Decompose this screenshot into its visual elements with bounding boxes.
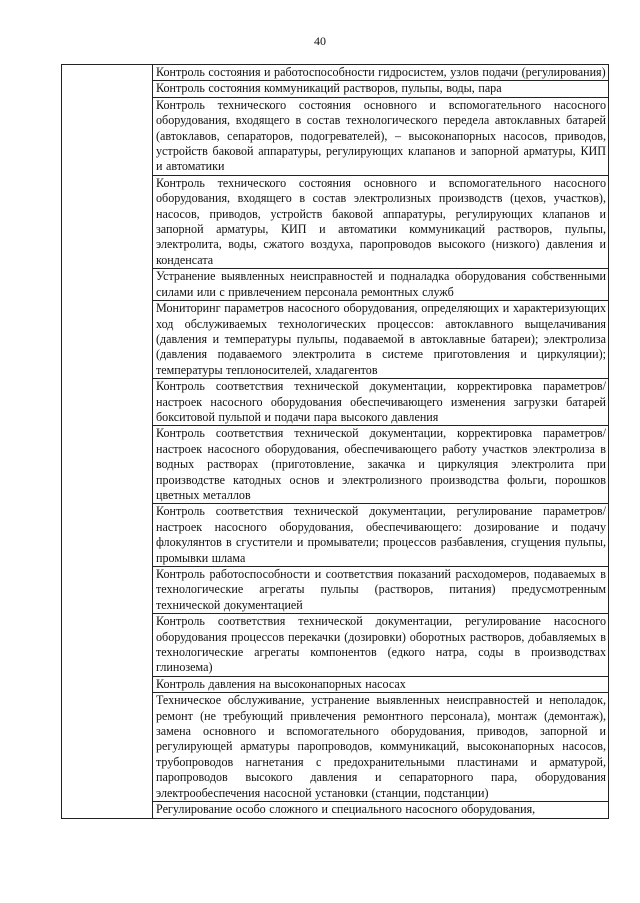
table-cell	[153, 614, 609, 677]
table-cell	[153, 97, 609, 175]
cell-text: Контроль технического состояния основного и вспомогательного насосного оборудования, входящего в состав электролизных производств (цехов, участков), насосов, приводов, устройств баковой аппаратуры, регулирующих клапанов и запорной арматуры, КИП и автоматики коммуникаций растворов, пульпы, электролита, воды, сжатого воздуха, паропроводов высокого (низкого) давления и конденсата	[156, 175, 606, 267]
cell-text: Контроль соответствия технической документации, регулирование насосного оборудования процессов перекачки (дозировки) оборотных растворов, добавляемых в технологические агрегаты компонентов (едкого натра, соды в производствах глинозема)	[156, 614, 606, 675]
cell-text: Контроль работоспособности и соответствия показаний расходомеров, подаваемых в технологические агрегаты пульпы (растворов, питания) предусмотренным технической документацией	[156, 567, 606, 612]
cell-text: Мониторинг параметров насосного оборудования, определяющих и характеризующих ход обслуживаемых технологических процессов: автоклавного выщелачивания (давления и температуры пульпы, подаваемой в автоклавные батареи); электролиза (давления подаваемого электролита в системе приготовления и циркуляции); температуры теплоносителей, хладагентов	[156, 301, 606, 377]
cell-text: Техническое обслуживание, устранение выявленных неисправностей и неполадок, ремонт (не требующий привлечения ремонтного персонала), монтаж (демонтаж), замена основного и вспомогательного оборудования, приводов, запорной и регулирующей арматуры паропроводов, коммуникаций, высоконапорных насосов, трубопроводов нагнетания с предохранительными пластинами и арматурой, паропроводов высокого давления и сепараторного пара, оборудования электрообеспечения насосной установки (станции, подстанции)	[156, 693, 606, 800]
table-cell	[153, 301, 609, 379]
table-cell	[153, 504, 609, 567]
function-label-cell	[62, 65, 153, 819]
cell-text: Контроль состояния коммуникаций растворов, пульпы, воды, пара	[156, 81, 502, 96]
cell-text: Контроль соответствия технической документации, корректировка параметров/настроек насосного оборудования обеспечивающего изменения загрузки батарей бокситовой пульпой и подачи пара высокого давления	[156, 379, 606, 424]
labor-functions-table	[61, 64, 609, 819]
table-cell	[153, 676, 609, 692]
table-cell	[153, 693, 609, 802]
cell-text: Контроль технического состояния основного и вспомогательного насосного оборудования, входящего в состав технологического передела автоклавных батарей (автоклавов, сепараторов, подогревателей), – высоконапорных насосов, приводов, устройств баковой аппаратуры, регулирующих клапанов и запорной арматуры, КИП и автоматики	[156, 97, 606, 174]
table-cell	[153, 426, 609, 504]
table-cell	[153, 567, 609, 614]
table-cell	[153, 269, 609, 301]
cell-text: Контроль соответствия технической документации, корректировка параметров/настроек насосного оборудования, обеспечивающего работу участков электролиза в водных растворах (приготовление, закачка и циркуляция электролита при производстве катодных основ и электролизного производства фольги, порошков цветных металлов	[156, 426, 606, 502]
cell-text: Устранение выявленных неисправностей и подналадка оборудования собственными силами или с привлечением персонала ремонтных служб	[156, 269, 606, 299]
table-row	[62, 65, 609, 81]
table-cell	[153, 65, 609, 81]
cell-text: Контроль давления на высоконапорных насосах	[156, 676, 406, 691]
table-cell	[153, 379, 609, 426]
page-number: 40	[314, 34, 326, 48]
cell-text: Регулирование особо сложного и специального насосного оборудования,	[156, 802, 536, 817]
table-cell	[153, 802, 609, 818]
cell-text: Контроль соответствия технической документации, регулирование параметров/настроек насосного оборудования, обеспечивающего: дозирование и подачу флокулянтов в сгустители и промыватели; процессов разбавления, сгущения пульпы, промывки шлама	[156, 504, 606, 565]
table-cell	[153, 175, 609, 268]
table-cell	[153, 81, 609, 97]
cell-text: Контроль состояния и работоспособности гидросистем, узлов подачи (регулирования)	[156, 65, 606, 79]
